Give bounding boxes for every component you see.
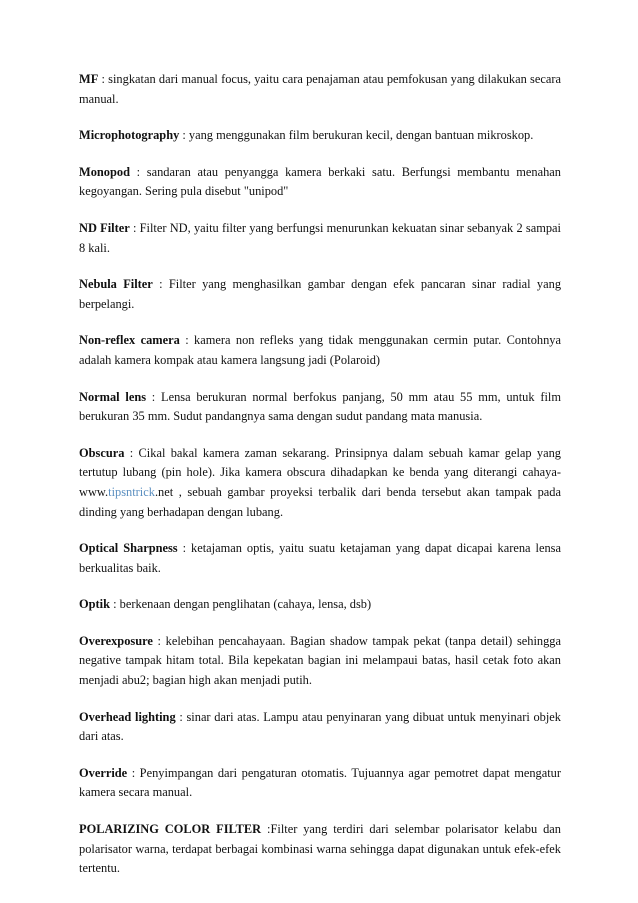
entry-microphotography — [79, 126, 561, 146]
definition: : kelebihan pencahayaan. Bagian shadow tampak pekat (tanpa detail) sehingga negative tampak hitam total. Bila kepekatan bagian ini melampaui batas, hasil cetak foto akan menjadi abu2; bagian high akan menjadi putih. — [79, 633, 561, 688]
definition: : kamera non refleks yang tidak menggunakan cermin putar. Contohnya adalah kamera kompak atau kamera langsung jadi (Polaroid) — [79, 333, 561, 367]
term: Override — [79, 765, 128, 780]
term: Nebula Filter — [79, 277, 153, 292]
term: ND Filter — [79, 220, 130, 235]
entry-nd-filter — [79, 219, 561, 258]
definition: : Filter ND, yaitu filter yang berfungsi menurunkan kekuatan sinar sebanyak 2 sampai 8 kali. — [79, 220, 561, 255]
entry-obscura — [79, 444, 561, 522]
link-prefix: www. — [79, 484, 109, 499]
entry-override — [79, 764, 561, 803]
entry-polarizing-color-filter — [79, 820, 561, 879]
site-link[interactable]: tipsntrick — [108, 484, 155, 499]
entry-overexposure — [79, 632, 561, 691]
term: Monopod — [79, 164, 130, 179]
entry-optical-sharpness — [79, 539, 561, 578]
term: Normal lens — [79, 389, 147, 404]
entry-overhead-lighting — [79, 708, 561, 747]
entry-normal-lens — [79, 388, 561, 427]
definition: : sandaran atau penyangga kamera berkaki satu. Berfungsi membantu menahan kegoyangan. Sering pula disebut "unipod" — [79, 164, 561, 199]
definition: : Cikal bakal kamera zaman sekarang. Prinsipnya dalam sebuah kamar gelap yang tertutup lubang (pin hole). Jika kamera obscura dihadapkan ke benda yang diterangi cahaya- — [79, 445, 561, 480]
definition: : yang menggunakan film berukuran kecil, dengan bantuan mikroskop. — [179, 128, 534, 143]
term: Optik — [79, 597, 110, 612]
definition: : berkenaan dengan penglihatan (cahaya, lensa, dsb) — [110, 597, 372, 612]
term: Obscura — [79, 445, 125, 460]
entry-optik — [79, 595, 561, 615]
glossary-page — [79, 70, 561, 896]
definition: : ketajaman optis, yaitu suatu ketajaman yang dapat dicapai karena lensa berkualitas baik. — [79, 541, 561, 575]
definition: : sinar dari atas. Lampu atau penyinaran yang dibuat untuk menyinari objek dari atas. — [79, 709, 561, 744]
term: MF — [79, 72, 99, 86]
term: Non-reflex camera — [79, 333, 180, 348]
definition: :Filter yang terdiri dari selembar polarisator kelabu dan polarisator warna, terdapat berbagai kombinasi warna sehingga dapat digunakan untuk efek-efek tertentu. — [79, 822, 561, 876]
entry-monopod — [79, 163, 561, 202]
definition-continued: .net , sebuah gambar proyeksi terbalik dari benda tersebut akan tampak pada dinding yang berhadapan dengan lubang. — [79, 484, 561, 519]
definition: : Filter yang menghasilkan gambar dengan efek pancaran sinar radial yang berpelangi. — [79, 277, 562, 311]
term: Overexposure — [79, 633, 153, 648]
term: Overhead lighting — [79, 709, 176, 724]
entry-non-reflex-camera — [79, 331, 561, 370]
term: Microphotography — [79, 128, 180, 143]
entry-nebula-filter — [79, 275, 561, 314]
entry-mf — [79, 70, 561, 109]
definition: : Penyimpangan dari pengaturan otomatis. Tujuannya agar pemotret dapat mengatur kamera secara manual. — [79, 765, 561, 800]
definition: : Lensa berukuran normal berfokus panjang, 50 mm atau 55 mm, untuk film berukuran 35 mm. Sudut pandangnya sama dengan sudut pandang mata manusia. — [79, 389, 561, 424]
term: Optical Sharpness — [79, 541, 178, 556]
term: POLARIZING COLOR FILTER — [79, 822, 262, 837]
definition: : singkatan dari manual focus, yaitu cara penajaman atau pemfokusan yang dilakukan secara manual. — [79, 72, 561, 106]
